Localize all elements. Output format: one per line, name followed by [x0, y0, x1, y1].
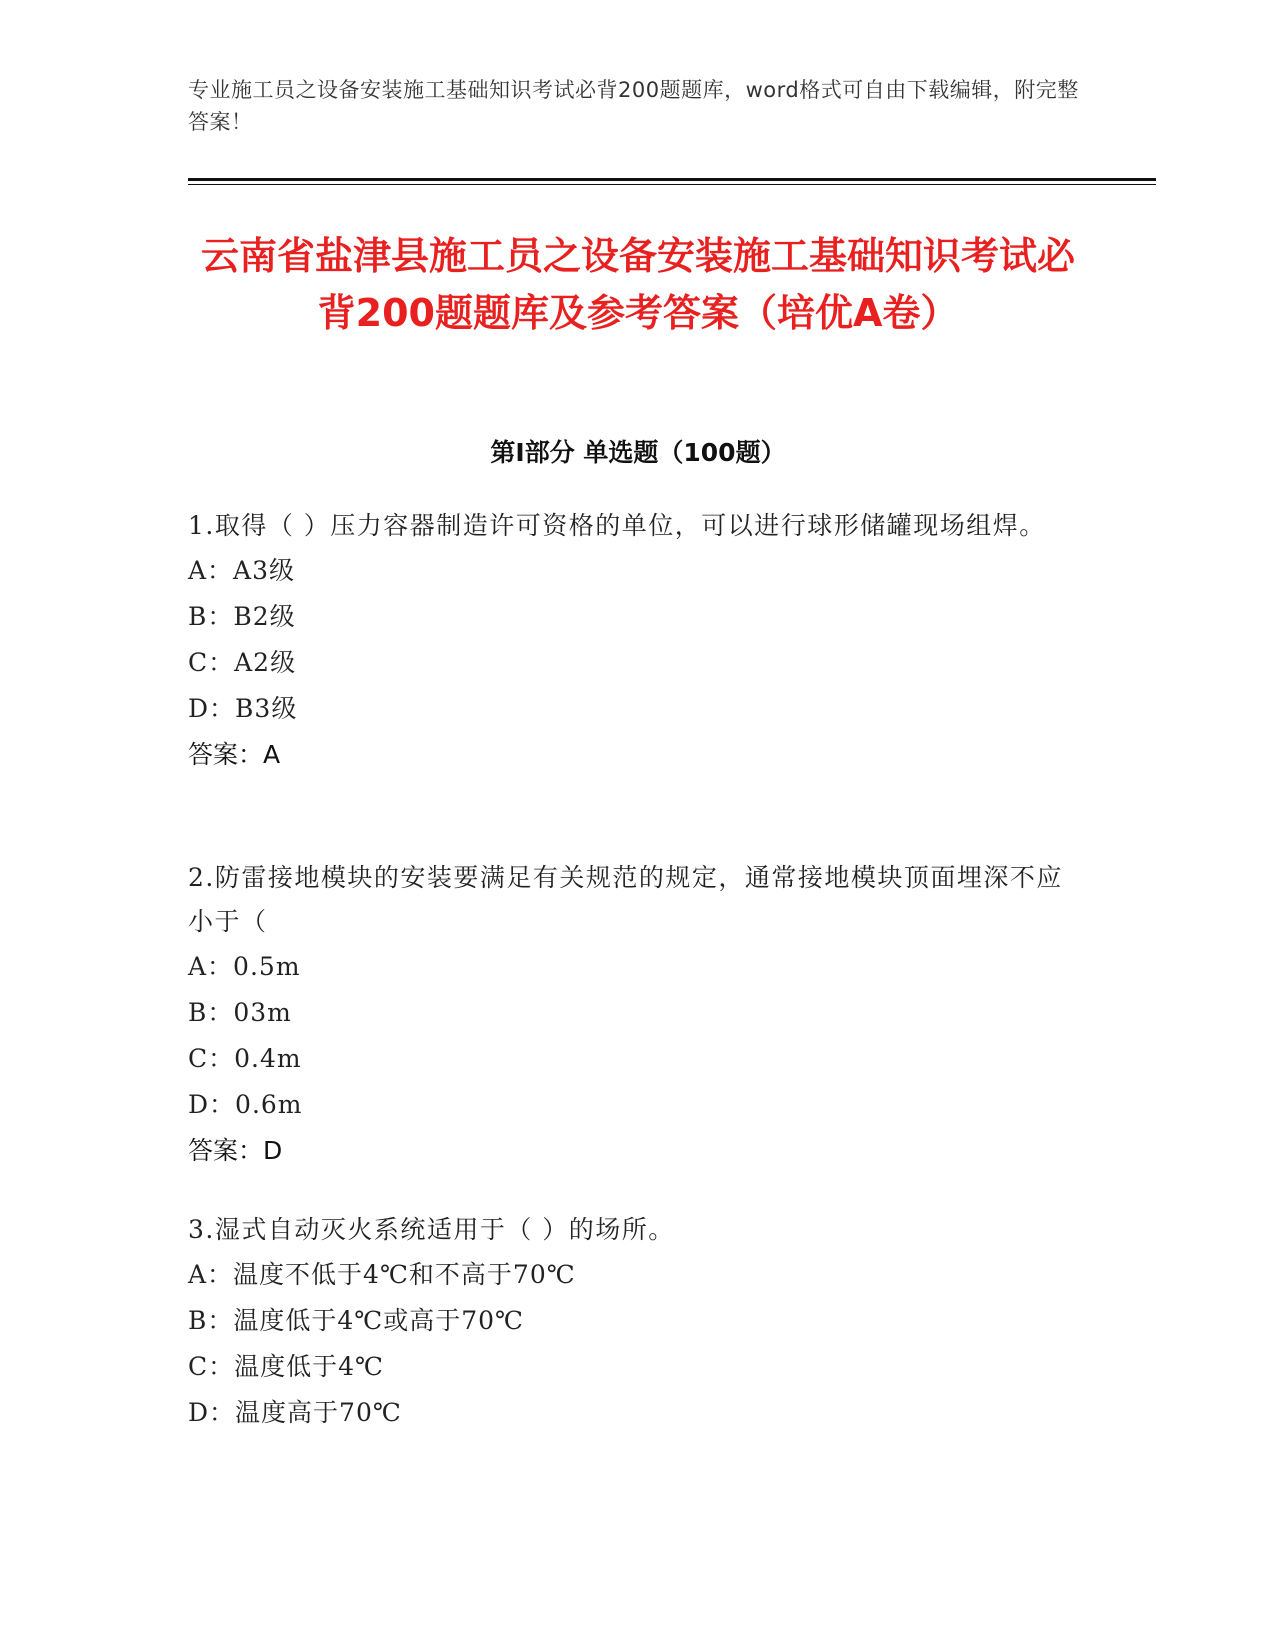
option-d: D：0.6m [188, 1090, 303, 1119]
option-c: C：温度低于4℃ [188, 1352, 385, 1381]
header-note: 专业施工员之设备安装施工基础知识考试必背200题题库，word格式可自由下载编辑，附完整答案！ [188, 78, 1079, 134]
header-divider-thick [188, 178, 1156, 181]
option-d: D：B3级 [188, 694, 298, 723]
question-2 [188, 856, 1088, 1174]
question-3 [188, 1208, 1088, 1436]
option-a: A：0.5m [188, 952, 301, 981]
option-a: A：温度不低于4℃和不高于70℃ [188, 1260, 576, 1289]
question-stem: 3.湿式自动灭火系统适用于（ ）的场所。 [188, 1215, 675, 1244]
header-divider-thin [188, 184, 1156, 185]
answer-line: 答案：D [188, 1136, 283, 1165]
option-a: A：A3级 [188, 556, 296, 585]
option-c: C：A2级 [188, 648, 297, 677]
option-c: C：0.4m [188, 1044, 302, 1073]
document-title: 云南省盐津县施工员之设备安装施工基础知识考试必背200题题库及参考答案（培优A卷） [200, 234, 1075, 335]
option-b: B：B2级 [188, 602, 296, 631]
answer-line: 答案：A [188, 740, 281, 769]
question-stem: 2.防雷接地模块的安装要满足有关规范的规定，通常接地模块顶面埋深不应小于（ [188, 863, 1063, 936]
option-d: D：温度高于70℃ [188, 1398, 402, 1427]
option-b: B：温度低于4℃或高于70℃ [188, 1306, 525, 1335]
option-b: B：03m [188, 998, 292, 1027]
question-1 [188, 504, 1088, 778]
section-title: 第I部分 单选题（100题） [490, 438, 786, 467]
question-stem: 1.取得（ ）压力容器制造许可资格的单位，可以进行球形储罐现场组焊。 [188, 511, 1046, 540]
